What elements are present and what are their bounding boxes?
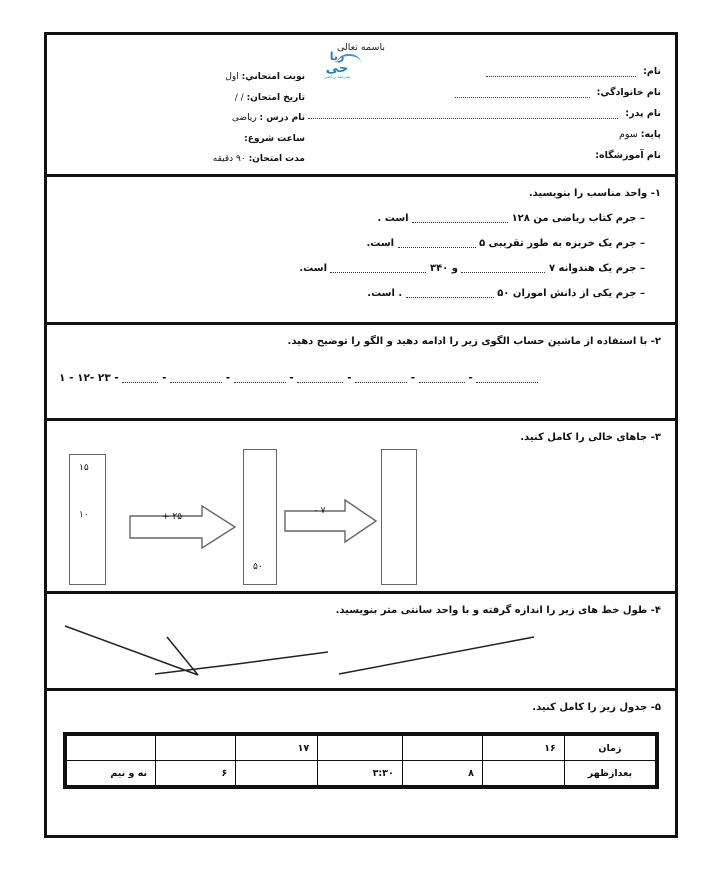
q3-input-box[interactable] xyxy=(69,454,106,585)
q5-r1c4[interactable]: ۱۷ xyxy=(236,736,318,761)
q5-r2c2[interactable]: ۸ xyxy=(402,761,482,786)
q5-r1c5[interactable] xyxy=(156,736,236,761)
q5-r2c1[interactable] xyxy=(482,761,564,786)
field-father-name xyxy=(331,103,661,124)
q5-r2c4[interactable] xyxy=(236,761,318,786)
q5-r1c3[interactable] xyxy=(318,736,403,761)
q3-middle-box[interactable] xyxy=(243,449,277,585)
field-start-time xyxy=(65,129,305,150)
q5-row1-header: زمان xyxy=(564,736,655,761)
q4-segment-2 xyxy=(155,652,328,674)
q5-r2c3[interactable]: ۳:۳۰ xyxy=(318,761,403,786)
field-label: پایه: xyxy=(640,129,661,140)
field-label: نام پدر: xyxy=(625,108,661,119)
arrow-right-icon xyxy=(283,498,379,544)
field-value: ریاضی xyxy=(231,113,257,123)
q3-box1-top-value: ۱۵ xyxy=(79,463,89,473)
q5-table-wrapper xyxy=(63,732,659,789)
field-label: نوبت امتحاني: xyxy=(241,72,305,82)
q1-item-1-blank[interactable] xyxy=(412,214,508,223)
question-2-title: ۲- با استفاده از ماشین حساب الگوی زیر را ادامه دهید و الگو را توضیح دهید. xyxy=(287,336,661,347)
q1-item-1-prefix: – جرم کتاب ریاضی من ۱۲۸ xyxy=(511,213,645,224)
table-row xyxy=(67,736,656,761)
q1-item-4-suffix: . است. xyxy=(367,288,403,299)
field-blank-line[interactable] xyxy=(308,109,618,119)
q5-r1c1[interactable]: ۱۶ xyxy=(482,736,564,761)
q1-item-4 xyxy=(47,286,675,302)
q1-item-3-suffix: است. xyxy=(299,263,327,274)
q3-output-box[interactable] xyxy=(381,449,417,585)
question-4-title: ۴- طول خط های زیر را اندازه گرفته و با واحد سانتی متر بنویسید. xyxy=(335,605,661,616)
field-label: نام خانوادگي: xyxy=(596,87,661,98)
q5-r1c6[interactable] xyxy=(67,736,156,761)
question-1-title: ۱- واحد مناسب را بنویسید. xyxy=(528,188,661,199)
q2-sequence-values: ۱ - ۱۲- ۲۳ - xyxy=(59,372,119,384)
field-blank-line[interactable] xyxy=(486,67,636,77)
field-label: مدت امتحان: xyxy=(248,154,305,164)
question-4 xyxy=(47,594,675,691)
q2-blank-6[interactable] xyxy=(419,374,465,383)
q2-blank-1[interactable] xyxy=(122,374,158,383)
q1-item-2-prefix: – جرم یک خربزه به طور تقریبی ۵ xyxy=(479,238,645,249)
q1-item-2 xyxy=(47,236,675,252)
basmala-text: باسمه تعالی xyxy=(336,42,386,53)
q1-item-1-suffix: است . xyxy=(377,213,409,224)
q4-line-segments xyxy=(47,619,675,685)
field-exam-date xyxy=(65,88,305,109)
exam-header xyxy=(47,35,675,177)
field-label: نام: xyxy=(643,66,661,77)
field-value: سوم xyxy=(618,129,638,140)
table-row xyxy=(67,761,656,786)
field-label: تاریخ امتحان: xyxy=(246,92,305,103)
q1-item-3-middle: و ۳۴۰ xyxy=(429,263,458,274)
q1-item-2-suffix: است. xyxy=(366,238,395,249)
q1-item-2-blank[interactable] xyxy=(398,239,476,248)
logo-top-text: ریا xyxy=(329,50,345,63)
q3-box2-value: ۵۰ xyxy=(253,562,263,572)
logo-mid-text: حی xyxy=(325,61,349,76)
q4-segment-3 xyxy=(339,637,534,674)
field-label: ساعت شروع: xyxy=(244,133,305,144)
q1-item-3-blank-a[interactable] xyxy=(461,264,545,273)
q2-blank-7[interactable] xyxy=(476,374,538,383)
q3-arrow-add-label: + ۲۵ xyxy=(161,512,183,522)
q2-blank-4[interactable] xyxy=(297,374,343,383)
question-2 xyxy=(47,325,675,421)
q5-row2-header: بعدازظهر xyxy=(564,761,655,786)
q2-blank-5[interactable] xyxy=(355,374,407,383)
q5-r2c5[interactable]: ۶ xyxy=(156,761,236,786)
field-duration xyxy=(65,149,305,170)
q5-r2c6[interactable]: نه و نیم xyxy=(67,761,156,786)
field-exam-term xyxy=(65,67,305,88)
field-label: نام آموزشگاه: xyxy=(595,150,661,161)
question-3 xyxy=(47,421,675,594)
q1-item-1 xyxy=(47,211,675,227)
field-school-name xyxy=(331,145,661,166)
field-blank-line[interactable] xyxy=(455,88,590,98)
q1-item-4-blank[interactable] xyxy=(406,289,494,298)
exam-info-fields xyxy=(65,67,305,170)
field-grade xyxy=(331,124,661,145)
field-value[interactable]: / / xyxy=(234,92,244,103)
question-5 xyxy=(47,691,675,841)
question-1 xyxy=(47,177,675,325)
q1-item-3-blank-b[interactable] xyxy=(330,264,426,273)
q3-arrow-add xyxy=(128,504,238,534)
question-5-title: ۵- جدول زیر را کامل کنید. xyxy=(532,702,661,713)
q2-pattern-row: ۱ - ۱۲- ۲۳ - - - - - - - xyxy=(47,372,675,384)
field-student-name xyxy=(331,61,661,82)
field-family-name xyxy=(331,82,661,103)
q1-item-3 xyxy=(47,261,675,277)
q3-box1-bottom-value: ۱۰ xyxy=(79,510,89,520)
q1-item-3-prefix: – جرم یک هندوانه ۷ xyxy=(548,263,645,274)
question-3-title: ۳- جاهای خالی را کامل کنید. xyxy=(520,432,661,443)
q3-function-machine-diagram xyxy=(47,446,675,596)
q2-blank-2[interactable] xyxy=(170,374,222,383)
field-value: اول xyxy=(225,72,239,82)
field-value: ۹۰ دقیقه xyxy=(212,154,246,164)
q3-arrow-subtract-label: - ۷ xyxy=(314,506,326,516)
q3-arrow-subtract xyxy=(283,498,379,528)
q1-item-4-prefix: – جرم یکی از دانش اموزان ۵۰ xyxy=(497,288,645,299)
field-label: نام درس : xyxy=(259,113,305,123)
field-subject xyxy=(65,108,305,129)
q5-r1c2[interactable] xyxy=(402,736,482,761)
q5-time-table xyxy=(66,735,656,786)
logo-bottom-text: مدرسه ریاضی xyxy=(323,75,351,80)
q2-blank-3[interactable] xyxy=(234,374,286,383)
arrow-right-icon xyxy=(128,504,238,550)
student-info-fields xyxy=(331,61,661,166)
exam-sheet xyxy=(44,32,678,838)
